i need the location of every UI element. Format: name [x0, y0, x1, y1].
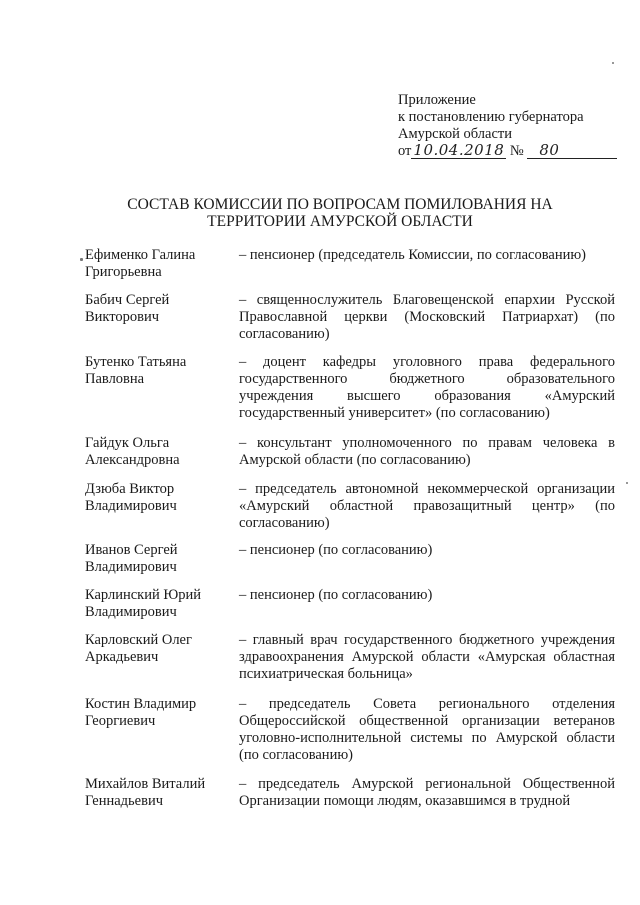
appendix-line-2: к постановлению губернатора — [398, 109, 584, 125]
title-line-1: СОСТАВ КОМИССИИ ПО ВОПРОСАМ ПОМИЛОВАНИЯ НА — [127, 196, 553, 213]
member-patronymic: Геннадьевич — [85, 793, 163, 809]
member-role: – пенсионер (по согласованию) — [239, 542, 433, 558]
member-name — [85, 776, 230, 810]
member-role: – главный врач государственного бюджетного учреждения здравоохранения Амурской области «Амурская областная психиатрическая больница» — [239, 632, 615, 682]
member-surname-name: Михайлов Виталий — [85, 776, 206, 792]
member-patronymic: Павловна — [85, 371, 145, 387]
appendix-line-1: Приложение — [398, 92, 476, 108]
scan-speck — [612, 62, 614, 64]
member-name — [85, 542, 230, 576]
member-role: – председатель Совета регионального отделения Общероссийской общественной организации ветеранов уголовно-исполнительной системы по Амурской области (по согласованию) — [239, 696, 615, 763]
handwritten-number: 80 — [527, 143, 617, 159]
member-surname-name: Иванов Сергей — [85, 542, 178, 558]
appendix-date-line — [398, 143, 618, 160]
member-patronymic: Григорьевна — [85, 264, 162, 280]
appendix-block — [398, 92, 618, 160]
member-name — [85, 435, 230, 469]
member-surname-name: Карловский Олег — [85, 632, 192, 648]
member-role: – доцент кафедры уголовного права федерального государственного бюджетного образовательного учреждения высшего образования «Амурский государственный университет» (по согласованию) — [239, 354, 615, 421]
member-name — [85, 292, 230, 326]
member-name — [85, 354, 230, 388]
handwritten-date: 10.04.2018 — [413, 141, 505, 159]
member-role: – пенсионер (председатель Комиссии, по согласованию) — [239, 247, 587, 263]
member-role: – председатель Амурской региональной Общественной Организации помощи людям, оказавшимся в трудной — [239, 776, 615, 809]
member-surname-name: Карлинский Юрий — [85, 587, 202, 603]
member-patronymic: Александровна — [85, 452, 180, 468]
member-surname-name: Бутенко Татьяна — [85, 354, 187, 370]
date-prefix: от — [398, 143, 412, 159]
member-name — [85, 696, 230, 730]
member-patronymic: Аркадьевич — [85, 649, 159, 665]
member-role: – пенсионер (по согласованию) — [239, 587, 433, 603]
scan-speck — [80, 258, 83, 261]
member-surname-name: Дзюба Виктор — [85, 481, 175, 497]
member-name — [85, 481, 230, 515]
number-label: № — [509, 143, 524, 159]
member-patronymic: Георгиевич — [85, 713, 156, 729]
member-surname-name: Ефименко Галина — [85, 247, 196, 263]
appendix-line-3: Амурской области — [398, 126, 512, 142]
member-patronymic: Владимирович — [85, 604, 177, 620]
member-name — [85, 587, 230, 621]
scan-speck — [626, 482, 628, 484]
member-patronymic: Владимирович — [85, 498, 177, 514]
member-role: – священнослужитель Благовещенской епархии Русской Православной церкви (Московский Патриархат) (по согласованию) — [239, 292, 615, 342]
member-surname-name: Гайдук Ольга — [85, 435, 170, 451]
member-surname-name: Бабич Сергей — [85, 292, 170, 308]
member-patronymic: Владимирович — [85, 559, 177, 575]
member-name — [85, 247, 230, 281]
title-line-2: ТЕРРИТОРИИ АМУРСКОЙ ОБЛАСТИ — [207, 213, 473, 230]
document-title — [80, 196, 600, 230]
member-name — [85, 632, 230, 666]
member-role: – председатель автономной некоммерческой организации «Амурский областной правозащитный центр» (по согласованию) — [239, 481, 615, 531]
member-surname-name: Костин Владимир — [85, 696, 197, 712]
member-role: – консультант уполномоченного по правам человека в Амурской области (по согласованию) — [239, 435, 615, 468]
member-patronymic: Викторович — [85, 309, 160, 325]
